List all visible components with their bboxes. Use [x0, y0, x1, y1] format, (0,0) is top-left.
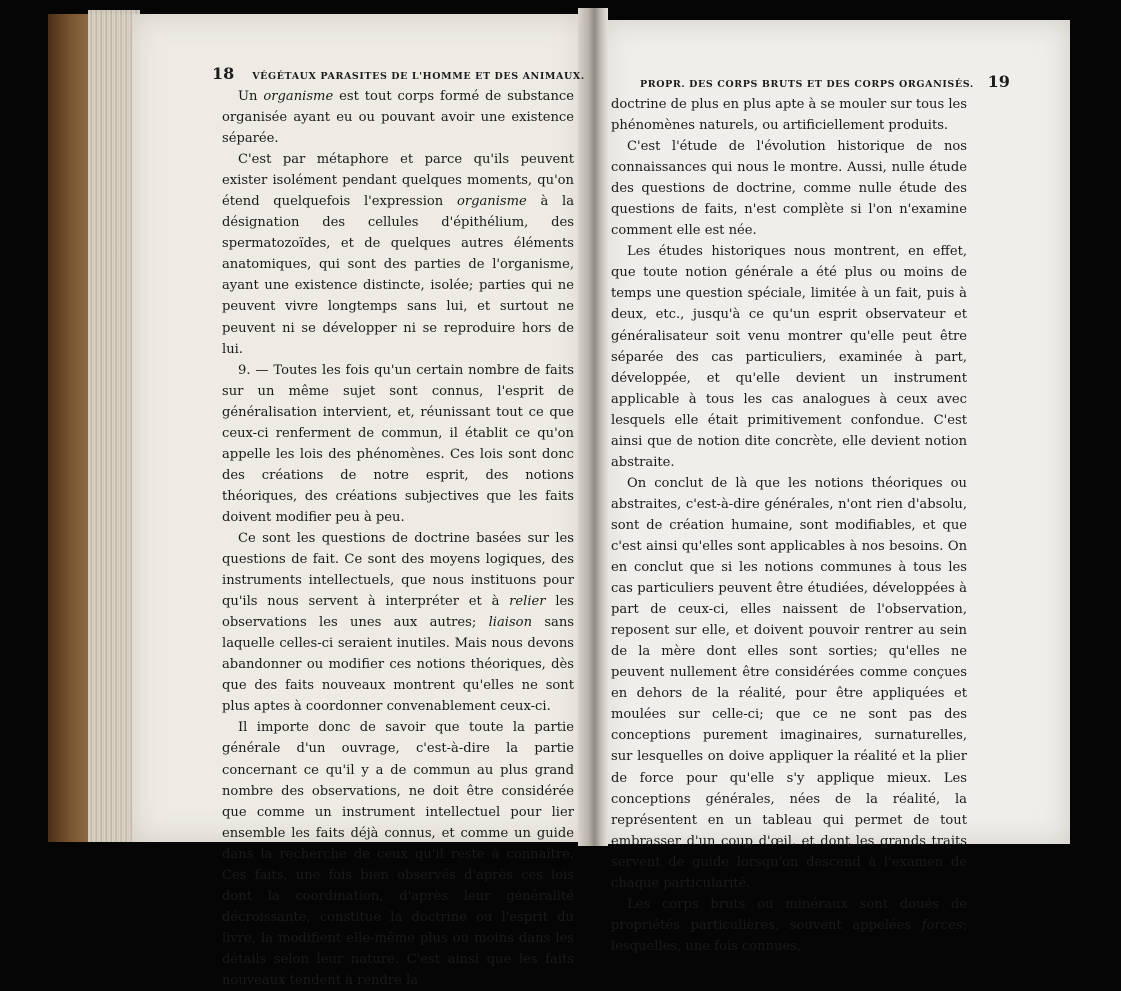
paragraph — [222, 360, 574, 528]
text-run: Les corps bruts ou minéraux sont doués de propriétés particulières, souvent appelées — [611, 896, 967, 933]
italic-term: liaison — [488, 615, 532, 631]
paragraph — [611, 136, 967, 241]
paragraph — [611, 473, 967, 894]
text-run: est tout corps formé de substance organisée ayant eu ou pouvant avoir une existence séparée. — [222, 89, 574, 147]
text-run: Un — [238, 89, 264, 104]
italic-term: organisme — [263, 89, 334, 104]
italic-term: relier — [509, 594, 546, 610]
text-run: Ce sont les questions de doctrine basées sur les questions de fait. Ce sont des moyens logiques, des instruments intellectuels, que nous instituons pour qu'ils nous servent à interpréter et à — [222, 530, 574, 610]
text-run: 9. — Toutes les fois qu'un certain nombre de faits sur un même sujet sont connus, l'esprit de généralisation intervient, et, réunissant tout ce que ceux-ci renferment de commun, il établit ce qu'on appelle les lois des phénomènes. Ces lois sont donc des créations de notre esprit, des notions théoriques, des créations subjectives que les faits doivent modifier peu à peu. — [222, 362, 574, 525]
text-run: ; lesquelles, une fois connues, — [611, 917, 967, 954]
left-page-number: 18 — [212, 64, 235, 83]
text-run: C'est par métaphore et parce qu'ils peuvent exister isolément pendant quelques moments, qu'on étend quelquefois l'expression — [222, 152, 574, 210]
book-gutter — [578, 8, 608, 846]
paragraph — [611, 94, 967, 136]
text-run: les observations les unes aux autres; — [222, 594, 574, 631]
text-run: doctrine de plus en plus apte à se mouler sur tous les phénomènes naturels, ou artificiellement produits. — [611, 97, 967, 134]
left-page-text — [222, 86, 574, 991]
right-page-text — [611, 94, 967, 957]
paragraph — [222, 149, 574, 359]
italic-term: organisme — [456, 194, 527, 210]
right-page-number: 19 — [987, 72, 1010, 91]
left-running-title: VÉGÉTAUX PARASITES DE L'HOMME ET DES ANIMAUX. — [252, 71, 585, 82]
text-run: sans laquelle celles-ci seraient inutiles. Mais nous devons abandonner ou modifier ces notions théoriques, dès que des faits nouveaux montrent qu'elles ne sont plus aptes à coordonner convenablement ceux-ci. — [222, 615, 575, 715]
text-run: C'est l'étude de l'évolution historique de nos connaissances qui nous le montre. Aussi, nulle étude des questions de doctrine, comme nulle étude des questions de faits, n'est complète si l'on n'examine comment elle est née. — [611, 139, 967, 239]
paragraph — [222, 528, 574, 717]
paragraph — [611, 894, 967, 957]
paragraph — [611, 241, 967, 473]
italic-term: forces — [921, 917, 963, 933]
text-run: On conclut de là que les notions théoriques ou abstraites, c'est-à-dire générales, n'ont rien d'absolu, sont de création humaine, sont modifiables, et que c'est ainsi qu'elles sont applicables à nos besoins. On en conclut que si les notions communes à tous les cas particuliers peuvent être étudiées, développées à part de ceux-ci, elles naissent de l'observation, reposent sur elle, et doivent pouvoir rentrer au sein de la mère dont elles sont sorties; qu'elles ne peuvent nullement être considérées comme conçues en dehors de la réalité, pour être appliquées et moulées sur celle-ci; que ce ne sont pas des conceptions purement imaginaires, surnaturelles, sur lesquelles on doive appliquer la réalité et la plier de force pour qu'elle s'y applique mieux. Les conceptions générales, nées de la réalité, la représentent en un tableau qui permet de tout embrasser d'un coup d'œil, et dont les grands traits servent de guide lorsqu'on descend à l'examen de chaque particularité. — [611, 475, 967, 891]
text-run: Les études historiques nous montrent, en effet, que toute notion générale a été plus ou moins de temps une question spéciale, limitée à un fait, puis à deux, etc., jusqu'à ce qu'un esprit observateur et généralisateur soit venu montrer qu'elle peut être séparée des cas particuliers, examinée à part, développée, et qu'elle devient un instrument applicable à tous les cas analogues à ceux avec lesquels elle était primitivement confondue. C'est ainsi que de notion dite concrète, elle devient notion abstraite. — [611, 244, 967, 470]
paragraph — [222, 86, 574, 149]
paragraph — [222, 717, 574, 991]
right-running-title: PROPR. DES CORPS BRUTS ET DES CORPS ORGANISÉS. — [640, 79, 974, 90]
text-run: à la désignation des cellules d'épithélium, des spermatozoïdes, et de quelques autres éléments anatomiques, qui sont des parties de l'organisme, ayant une existence distincte, isolée; parties qui ne peuvent vivre longtemps sans lui, et surtout ne peuvent ni se développer ni se reproduire hors de lui. — [222, 194, 575, 357]
right-running-head — [640, 72, 1010, 91]
text-run: Il importe donc de savoir que toute la partie générale d'un ouvrage, c'est-à-dire la partie concernant ce qu'il y a de commun au plus grand nombre des observations, ne doit être considérée que comme un instrument intellectuel pour lier ensemble les faits déjà connus, et comme un guide dans la recherche de ceux qu'il reste à connaître. Ces faits, une fois bien observés d'après ces lois dont la coordination, d'après leur généralité décroissante, constitue la doctrine ou l'esprit du livre, la modifient elle-même plus ou moins dans les détails selon leur nature. C'est ainsi que les faits nouveaux tendent à rendre la — [222, 720, 574, 988]
left-running-head — [212, 64, 585, 83]
